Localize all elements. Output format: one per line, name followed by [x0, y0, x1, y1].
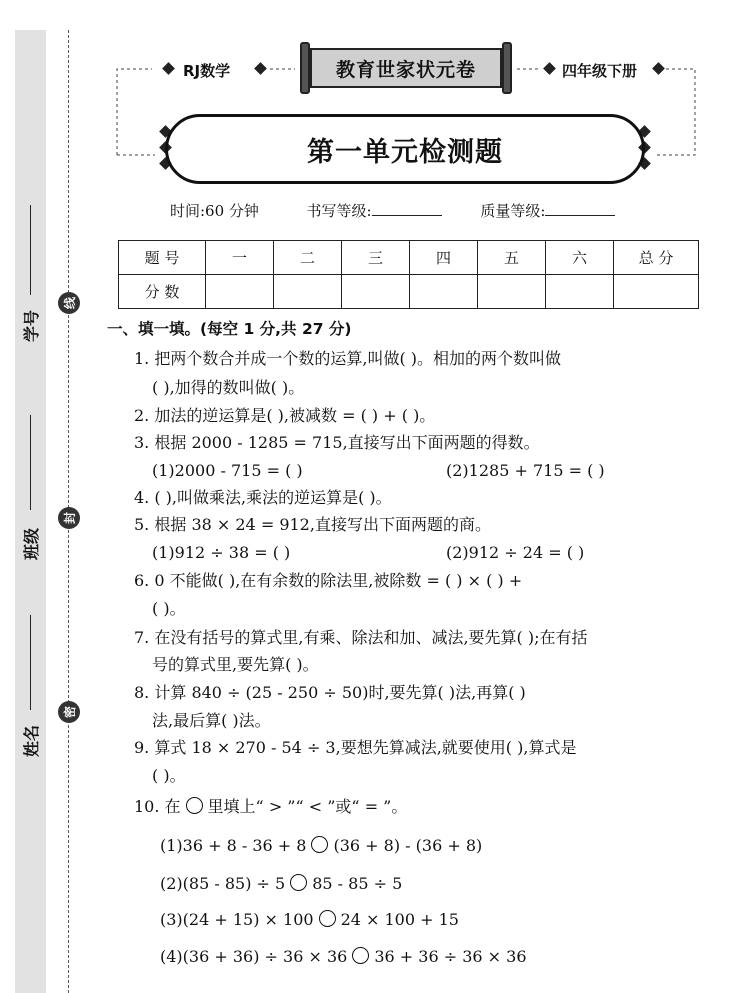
table-header-row	[119, 241, 699, 275]
question-line: 5. 根据 38 × 24 = 912,直接写出下面两题的商。	[134, 515, 491, 534]
question-10-label: 10. 在	[134, 797, 181, 816]
compare-right: 24 × 100 + 15	[340, 910, 459, 929]
score-cell[interactable]	[206, 275, 274, 309]
page-title: 第一单元检测题	[307, 136, 503, 168]
score-cell[interactable]	[274, 275, 342, 309]
table-header-cell: 一	[206, 241, 274, 275]
series-banner	[300, 42, 512, 94]
question-line: ( )。	[152, 599, 186, 618]
series-title: 教育世家状元卷	[310, 48, 502, 88]
compare-item	[160, 874, 402, 892]
compare-right: 36 + 36 ÷ 36 × 36	[374, 947, 527, 966]
compare-item	[160, 947, 527, 965]
table-header-cell: 五	[478, 241, 546, 275]
table-header-cell: 二	[274, 241, 342, 275]
question-line: (1)912 ÷ 38 = ( )	[152, 543, 291, 562]
question-line: 法,最后算( )法。	[152, 711, 271, 730]
score-row-label: 分 数	[119, 275, 206, 309]
compare-left: (2)(85 - 85) ÷ 5	[160, 874, 286, 893]
score-cell[interactable]	[410, 275, 478, 309]
question-line: (2)912 ÷ 24 = ( )	[446, 543, 585, 562]
question-line: 4. ( ),叫做乘法,乘法的逆运算是( )。	[134, 488, 392, 507]
table-header-cell: 总 分	[614, 241, 699, 275]
writing-grade-label: 书写等级:	[306, 202, 372, 220]
circle-icon[interactable]	[319, 910, 336, 927]
question-line: 9. 算式 18 × 270 - 54 ÷ 3,要想先算减法,就要使用( ),算式是	[134, 738, 577, 757]
question-line: 8. 计算 840 ÷ (25 - 250 ÷ 50)时,要先算( )法,再算( )	[134, 683, 526, 702]
circle-icon[interactable]	[352, 947, 369, 964]
quality-grade-label: 质量等级:	[480, 202, 546, 220]
class-line	[30, 415, 31, 510]
student-id-label: 学号	[22, 309, 41, 342]
question-line: ( ),加得的数叫做( )。	[152, 378, 305, 397]
question-line: 1. 把两个数合并成一个数的运算,叫做( )。相加的两个数叫做	[134, 349, 562, 368]
question-10-text: 里填上“ > ”“ < ”或“ = ”。	[207, 797, 408, 816]
compare-left: (4)(36 + 36) ÷ 36 × 36	[160, 947, 348, 966]
table-header-cell: 三	[342, 241, 410, 275]
seal-secret: 密	[58, 701, 80, 723]
compare-left: (1)36 + 8 - 36 + 8	[160, 836, 307, 855]
question-10	[134, 797, 407, 815]
score-cell[interactable]	[478, 275, 546, 309]
time-label: 时间:60 分钟	[170, 202, 259, 220]
question-line: 2. 加法的逆运算是( ),被减数 = ( ) + ( )。	[134, 406, 436, 425]
name-label: 姓名	[22, 724, 41, 757]
question-line: 6. 0 不能做( ),在有余数的除法里,被除数 = ( ) × ( ) +	[134, 571, 523, 590]
compare-right: (36 + 8) - (36 + 8)	[333, 836, 483, 855]
circle-icon[interactable]	[290, 874, 307, 891]
title-box	[165, 114, 645, 184]
class-label: 班级	[22, 527, 41, 560]
score-cell[interactable]	[342, 275, 410, 309]
table-header-cell: 六	[546, 241, 614, 275]
score-cell[interactable]	[546, 275, 614, 309]
seal-seal: 封	[58, 507, 80, 529]
grade-label: 四年级下册	[562, 62, 638, 80]
quality-grade-blank[interactable]	[545, 215, 615, 216]
exam-info	[170, 200, 615, 221]
question-line: ( )。	[152, 766, 186, 785]
question-line: 3. 根据 2000 - 1285 = 715,直接写出下面两题的得数。	[134, 433, 540, 452]
circle-icon[interactable]	[311, 836, 328, 853]
score-cell[interactable]	[614, 275, 699, 309]
compare-left: (3)(24 + 15) × 100	[160, 910, 314, 929]
compare-item	[160, 910, 459, 928]
question-line: 7. 在没有括号的算式里,有乘、除法和加、减法,要先算( );在有括	[134, 628, 588, 647]
question-line: 号的算式里,要先算( )。	[152, 655, 319, 674]
seal-line: 线	[58, 292, 80, 314]
compare-right: 85 - 85 ÷ 5	[312, 874, 403, 893]
table-header-cell: 题 号	[119, 241, 206, 275]
section-heading: 一、填一填。(每空 1 分,共 27 分)	[107, 320, 352, 338]
question-line: (1)2000 - 715 = ( )	[152, 461, 303, 480]
writing-grade-blank[interactable]	[372, 215, 442, 216]
compare-item	[160, 836, 482, 854]
scroll-roll-right	[502, 42, 512, 94]
name-line	[30, 615, 31, 710]
student-id-line	[30, 205, 31, 295]
score-table	[118, 240, 699, 309]
scroll-roll-left	[300, 42, 310, 94]
table-header-cell: 四	[410, 241, 478, 275]
circle-icon	[186, 797, 203, 814]
subject-label: RJ数学	[183, 62, 231, 80]
score-row	[119, 275, 699, 309]
question-line: (2)1285 + 715 = ( )	[446, 461, 605, 480]
